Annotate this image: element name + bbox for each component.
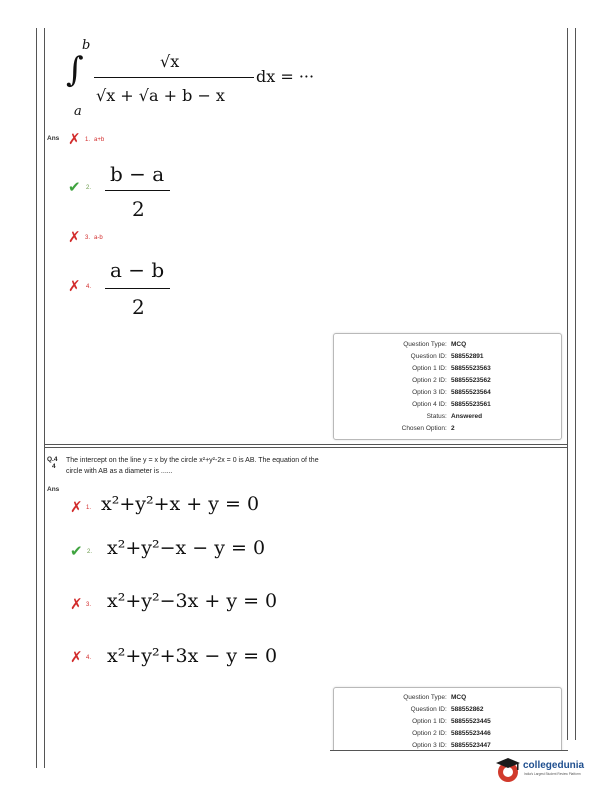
option-4-denominator: 2 [132,295,145,319]
wrong-cross-icon: ✗ [68,228,81,246]
wrong-cross-icon: ✗ [68,130,81,148]
option-3-text: a-b [94,235,103,241]
q4-option-3-equation: x²+y²−3x + y = 0 [107,590,278,612]
q4-option-1-number: 1. [86,505,92,511]
question-info-box: Question Type : MCQ Question ID : 588552891 Option 1 ID : 58855523563 Option 2 ID : 58855523562 Option 3 ID : 58855523564 Option 4 ID : 58855523561 Status : Answered Chosen Option : 2 [333,333,562,440]
question-text-line-2: circle with AB as a diameter is ...... [66,468,173,475]
correct-check-icon: ✔ [68,178,81,196]
q4-option-4-number: 4. [86,655,92,661]
answer-label-prev: Ans [47,135,60,142]
option-2-numerator: b − a [110,162,165,186]
question-separator-top [44,444,567,445]
frame-line-left-outer [36,28,37,768]
q4-option-2-equation: x²+y²−x − y = 0 [107,537,266,559]
page-bottom-mask [330,750,570,792]
q4-option-1-equation: x²+y²+x + y = 0 [101,493,260,515]
page-bottom-rule [330,750,568,751]
wrong-cross-icon: ✗ [70,595,83,613]
option-3-number: 3. [85,235,91,241]
option-2-fraction-bar [105,190,170,191]
question-number-sub: 4 [52,463,56,470]
answer-label-q4: Ans [47,486,60,493]
integral-lower-limit: a [74,104,82,119]
option-1-text: a+b [94,137,105,143]
question-separator-bottom [44,447,567,448]
integral-tail: dx = ··· [256,67,315,86]
graduation-cap-logo-icon [494,757,522,783]
logo-wordmark: collegedunia [523,760,585,771]
integral-sign: ∫ [66,50,84,90]
question-text-line-1: The intercept on the line y = x by the circle x²+y²-2x = 0 is AB. The equation of the [66,457,319,464]
wrong-cross-icon: ✗ [68,277,81,295]
option-2-denominator: 2 [132,197,145,221]
option-4-numerator: a − b [110,258,165,282]
option-1-number: 1. [85,137,91,143]
frame-line-right-outer [575,28,576,740]
option-2-number: 2. [86,185,92,191]
question-number: Q.4 [47,456,58,463]
option-4-fraction-bar [105,288,170,289]
integrand-fraction-bar [94,77,254,78]
correct-check-icon: ✔ [70,542,83,560]
frame-line-right-inner [567,28,568,740]
wrong-cross-icon: ✗ [70,648,83,666]
q4-option-2-number: 2. [87,549,93,555]
wrong-cross-icon: ✗ [70,498,83,516]
option-4-number: 4. [86,284,92,290]
integrand-numerator: √x [160,52,180,71]
integrand-denominator: √x + √a + b − x [96,86,225,105]
q4-option-3-number: 3. [86,602,92,608]
integral-upper-limit: b [82,38,91,53]
logo-tagline: India's Largest Student Review Platform [524,772,581,776]
frame-line-left-inner [44,28,45,768]
question-info-box: Question Type : MCQ Question ID : 588552862 Option 1 ID : 58855523445 Option 2 ID : 58855523446 Option 3 ID : 58855523447 [333,687,562,778]
q4-option-4-equation: x²+y²+3x − y = 0 [107,645,278,667]
